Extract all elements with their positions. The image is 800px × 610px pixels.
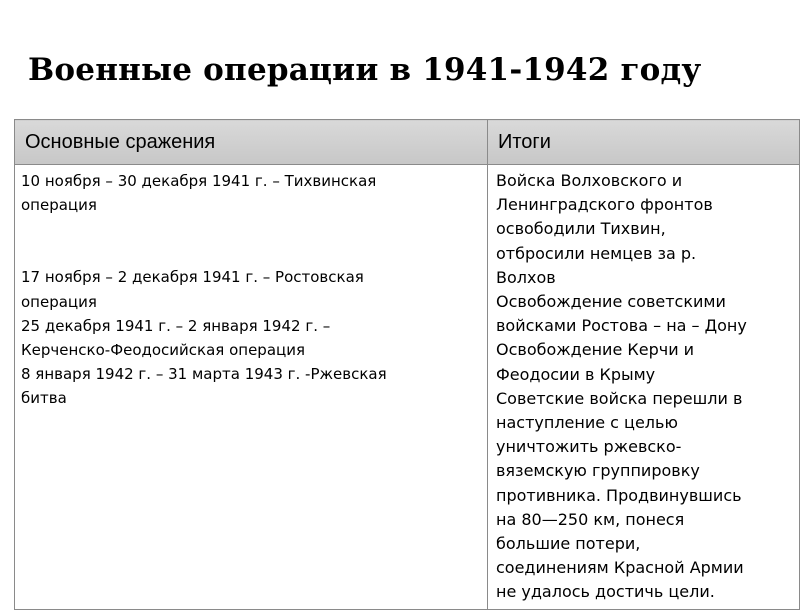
table-header-row: [15, 120, 800, 165]
result-line: наступление с целью: [496, 413, 678, 433]
battle-rzhev-line-1: 8 января 1942 г. – 31 марта 1943 г. -Ржевская: [21, 365, 387, 384]
result-line: Феодосии в Крыму: [496, 364, 656, 384]
spacer: [21, 217, 481, 265]
battle-kerch-line-1: 25 декабря 1941 г. – 2 января 1942 г. –: [21, 316, 331, 335]
header-results: Итоги: [488, 120, 800, 165]
result-line: освободили Тихвин,: [496, 219, 666, 239]
result-line: Освобождение Керчи и: [496, 340, 695, 360]
result-line: войсками Ростова – на – Дону: [496, 316, 747, 336]
battle-rostov-line-1: 17 ноября – 2 декабря 1941 г. – Ростовская: [21, 268, 364, 287]
result-line: вяземскую группировку: [496, 461, 700, 481]
battle-rzhev-line-2: битва: [21, 389, 67, 408]
battles-cell: [15, 165, 488, 610]
result-line: Волхов: [496, 267, 556, 287]
result-line: Освобождение советскими: [496, 292, 726, 312]
battle-tikhvin-line-1: 10 ноября – 30 декабря 1941 г. – Тихвинская: [21, 172, 377, 190]
slide-title: Военные операции в 1941-1942 году: [28, 52, 702, 88]
result-line: соединениям Красной Армии: [496, 558, 744, 578]
result-line: на 80—250 км, понеся: [496, 509, 685, 529]
results-cell: [488, 165, 800, 610]
operations-table: [14, 119, 800, 610]
table-row: [15, 165, 800, 610]
header-battles: Основные сражения: [15, 120, 488, 165]
result-line: большие потери,: [496, 534, 641, 554]
result-line: уничтожить ржевско-: [496, 437, 682, 457]
result-line: не удалось достичь цели.: [496, 582, 715, 602]
result-line: Советские войска перешли в: [496, 388, 743, 408]
result-line: Ленинградского фронтов: [496, 195, 713, 215]
battle-kerch-line-2: Керченско-Феодосийская операция: [21, 341, 306, 360]
result-line: Войска Волховского и: [496, 171, 683, 190]
result-line: противника. Продвинувшись: [496, 485, 742, 505]
battle-tikhvin-line-2: операция: [21, 196, 97, 215]
result-line: отбросили немцев за р.: [496, 243, 697, 263]
battle-rostov-line-2: операция: [21, 292, 97, 311]
